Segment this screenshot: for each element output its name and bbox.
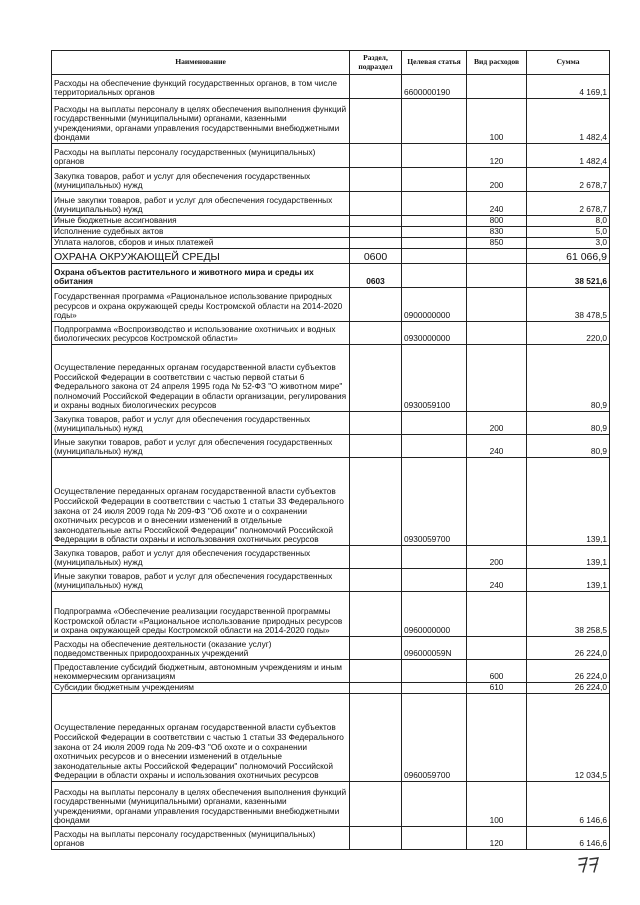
cell-section xyxy=(350,144,402,168)
cell-target xyxy=(402,435,467,458)
cell-kind: 200 xyxy=(467,412,527,435)
cell-kind: 240 xyxy=(467,569,527,592)
cell-sum: 12 034,5 xyxy=(527,694,610,782)
table-row xyxy=(52,683,610,694)
cell-section xyxy=(350,592,402,637)
cell-sum: 2 678,7 xyxy=(527,192,610,216)
header-name: Наименование xyxy=(52,51,350,75)
cell-name: Расходы на выплаты персоналу государственных (муниципальных) органов xyxy=(52,827,350,850)
cell-section xyxy=(350,288,402,322)
cell-name: Расходы на обеспечение деятельности (оказание услуг) подведомственных природоохранных учреждений xyxy=(52,637,350,660)
cell-sum: 26 224,0 xyxy=(527,683,610,694)
cell-name: Закупка товаров, работ и услуг для обеспечения государственных (муниципальных) нужд xyxy=(52,168,350,192)
cell-kind: 850 xyxy=(467,238,527,249)
cell-sum: 38 478,5 xyxy=(527,288,610,322)
cell-kind xyxy=(467,694,527,782)
cell-sum: 2 678,7 xyxy=(527,168,610,192)
cell-sum: 139,1 xyxy=(527,546,610,569)
cell-target xyxy=(402,99,467,144)
cell-target: 0930059700 xyxy=(402,458,467,546)
cell-sum: 38 521,6 xyxy=(527,264,610,288)
cell-target: 096000059N xyxy=(402,637,467,660)
cell-target xyxy=(402,227,467,238)
cell-name: Расходы на выплаты персоналу государственных (муниципальных) органов xyxy=(52,144,350,168)
header-sum: Сумма xyxy=(527,51,610,75)
cell-target: 0930000000 xyxy=(402,322,467,345)
cell-section xyxy=(350,227,402,238)
table-row xyxy=(52,168,610,192)
table-row xyxy=(52,238,610,249)
cell-sum: 139,1 xyxy=(527,569,610,592)
table-row xyxy=(52,345,610,412)
cell-kind xyxy=(467,288,527,322)
cell-target xyxy=(402,546,467,569)
cell-sum: 8,0 xyxy=(527,216,610,227)
cell-kind: 120 xyxy=(467,144,527,168)
cell-section xyxy=(350,458,402,546)
cell-section xyxy=(350,216,402,227)
table-row xyxy=(52,216,610,227)
cell-target xyxy=(402,144,467,168)
table-body xyxy=(52,75,610,850)
cell-name: Иные закупки товаров, работ и услуг для обеспечения государственных (муниципальных) нужд xyxy=(52,192,350,216)
cell-section xyxy=(350,546,402,569)
cell-sum: 6 146,6 xyxy=(527,782,610,827)
cell-name: Закупка товаров, работ и услуг для обеспечения государственных (муниципальных) нужд xyxy=(52,412,350,435)
table-row xyxy=(52,546,610,569)
cell-kind xyxy=(467,592,527,637)
cell-sum: 139,1 xyxy=(527,458,610,546)
cell-name: Исполнение судебных актов xyxy=(52,227,350,238)
table-row xyxy=(52,694,610,782)
cell-sum: 4 169,1 xyxy=(527,75,610,99)
cell-section xyxy=(350,694,402,782)
header-section: Раздел, подраздел xyxy=(350,51,402,75)
cell-section xyxy=(350,75,402,99)
cell-section xyxy=(350,782,402,827)
cell-section: 0600 xyxy=(350,249,402,264)
cell-sum: 6 146,6 xyxy=(527,827,610,850)
cell-section xyxy=(350,637,402,660)
table-row xyxy=(52,592,610,637)
cell-target: 6600000190 xyxy=(402,75,467,99)
cell-target xyxy=(402,249,467,264)
cell-target xyxy=(402,782,467,827)
cell-section xyxy=(350,435,402,458)
cell-name: Предоставление субсидий бюджетным, автономным учреждениям и иным некоммерческим организациям xyxy=(52,660,350,683)
table-row xyxy=(52,144,610,168)
table-row xyxy=(52,227,610,238)
table-row xyxy=(52,458,610,546)
cell-name: Осуществление переданных органам государственной власти субъектов Российской Федерации в соответствии с частью первой статьи 6 Федерального закона от 24 апреля 1995 года № 52-ФЗ "О животном мире" полномочий Российской Федерации в области организации, регулирования и охраны водных биологических ресурсов xyxy=(52,345,350,412)
cell-name: Иные закупки товаров, работ и услуг для обеспечения государственных (муниципальных) нужд xyxy=(52,569,350,592)
cell-section xyxy=(350,168,402,192)
cell-name: Осуществление переданных органам государственной власти субъектов Российской Федерации в соответствии с частью 1 статьи 33 Федерального закона от 24 июля 2009 года № 209-ФЗ "Об охоте и о сохранении охотничьих ресурсов и о внесении изменений в отдельные законодательные акты Российской Федерации" полномочий Российской Федерации в области охраны и использования охотничьих ресурсов xyxy=(52,694,350,782)
cell-kind xyxy=(467,637,527,660)
cell-name: Субсидии бюджетным учреждениям xyxy=(52,683,350,694)
cell-target xyxy=(402,683,467,694)
cell-section xyxy=(350,238,402,249)
cell-name: Подпрограмма «Обеспечение реализации государственной программы Костромской области «Рациональное использование природных ресурсов и охрана окружающей среды Костромской области на 2014-2020 годы» xyxy=(52,592,350,637)
cell-section xyxy=(350,99,402,144)
cell-kind xyxy=(467,458,527,546)
cell-section xyxy=(350,683,402,694)
cell-name: Осуществление переданных органам государственной власти субъектов Российской Федерации в соответствии с частью 1 статьи 33 Федерального закона от 24 июля 2009 года № 209-ФЗ "Об охоте и о сохранении охотничьих ресурсов и о внесении изменений в отдельные законодательные акты Российской Федерации" полномочий Российской Федерации в области охраны и использования охотничьих ресурсов xyxy=(52,458,350,546)
cell-target xyxy=(402,264,467,288)
cell-section: 0603 xyxy=(350,264,402,288)
cell-section xyxy=(350,345,402,412)
table-row xyxy=(52,569,610,592)
cell-sum: 80,9 xyxy=(527,345,610,412)
header-target: Целевая статья xyxy=(402,51,467,75)
handwritten-page-number xyxy=(575,853,605,875)
cell-sum: 61 066,9 xyxy=(527,249,610,264)
cell-target xyxy=(402,216,467,227)
cell-target: 0960059700 xyxy=(402,694,467,782)
table-row xyxy=(52,288,610,322)
cell-section xyxy=(350,569,402,592)
cell-kind: 240 xyxy=(467,192,527,216)
cell-sum: 38 258,5 xyxy=(527,592,610,637)
cell-kind: 200 xyxy=(467,546,527,569)
cell-kind: 100 xyxy=(467,99,527,144)
cell-section xyxy=(350,412,402,435)
cell-sum: 1 482,4 xyxy=(527,144,610,168)
cell-kind: 610 xyxy=(467,683,527,694)
cell-target xyxy=(402,827,467,850)
cell-sum: 26 224,0 xyxy=(527,637,610,660)
cell-name: ОХРАНА ОКРУЖАЮЩЕЙ СРЕДЫ xyxy=(52,249,350,264)
cell-kind xyxy=(467,345,527,412)
cell-name: Государственная программа «Рациональное использование природных ресурсов и охрана окружающей среды Костромской области на 2014-2020 годы» xyxy=(52,288,350,322)
cell-kind: 800 xyxy=(467,216,527,227)
cell-target xyxy=(402,192,467,216)
cell-name: Уплата налогов, сборов и иных платежей xyxy=(52,238,350,249)
cell-name: Подпрограмма «Воспроизводство и использование охотничьих и водных биологических ресурсов Костромской области» xyxy=(52,322,350,345)
cell-section xyxy=(350,322,402,345)
cell-target xyxy=(402,412,467,435)
table-row xyxy=(52,435,610,458)
cell-kind: 600 xyxy=(467,660,527,683)
table-row xyxy=(52,827,610,850)
cell-section xyxy=(350,192,402,216)
cell-kind: 120 xyxy=(467,827,527,850)
cell-name: Охрана объектов растительного и животного мира и среды их обитания xyxy=(52,264,350,288)
table-header-row xyxy=(52,51,610,75)
cell-kind: 200 xyxy=(467,168,527,192)
cell-target xyxy=(402,168,467,192)
table-row xyxy=(52,782,610,827)
cell-target: 0960000000 xyxy=(402,592,467,637)
cell-sum: 26 224,0 xyxy=(527,660,610,683)
table-row xyxy=(52,322,610,345)
table-row xyxy=(52,75,610,99)
cell-target xyxy=(402,569,467,592)
cell-name: Иные закупки товаров, работ и услуг для обеспечения государственных (муниципальных) нужд xyxy=(52,435,350,458)
cell-kind: 100 xyxy=(467,782,527,827)
table-row xyxy=(52,660,610,683)
cell-sum: 3,0 xyxy=(527,238,610,249)
cell-target: 0900000000 xyxy=(402,288,467,322)
budget-table xyxy=(51,50,610,850)
cell-name: Закупка товаров, работ и услуг для обеспечения государственных (муниципальных) нужд xyxy=(52,546,350,569)
cell-target xyxy=(402,238,467,249)
cell-name: Расходы на выплаты персоналу в целях обеспечения выполнения функций государственными (муниципальными) органами, казенными учреждениями, органами управления государственными внебюджетными фондами xyxy=(52,99,350,144)
cell-section xyxy=(350,827,402,850)
cell-kind xyxy=(467,264,527,288)
cell-sum: 80,9 xyxy=(527,435,610,458)
cell-kind xyxy=(467,249,527,264)
cell-kind: 240 xyxy=(467,435,527,458)
cell-name: Иные бюджетные ассигнования xyxy=(52,216,350,227)
cell-kind: 830 xyxy=(467,227,527,238)
table-row xyxy=(52,412,610,435)
table-row xyxy=(52,264,610,288)
cell-kind xyxy=(467,322,527,345)
cell-name: Расходы на обеспечение функций государственных органов, в том числе территориальных органов xyxy=(52,75,350,99)
cell-section xyxy=(350,660,402,683)
cell-sum: 5,0 xyxy=(527,227,610,238)
cell-sum: 220,0 xyxy=(527,322,610,345)
table-row xyxy=(52,637,610,660)
cell-sum: 1 482,4 xyxy=(527,99,610,144)
cell-target xyxy=(402,660,467,683)
table-row xyxy=(52,249,610,264)
cell-target: 0930059100 xyxy=(402,345,467,412)
table-row xyxy=(52,192,610,216)
cell-sum: 80,9 xyxy=(527,412,610,435)
header-kind: Вид расходов xyxy=(467,51,527,75)
cell-kind xyxy=(467,75,527,99)
cell-name: Расходы на выплаты персоналу в целях обеспечения выполнения функций государственными (муниципальными) органами, казенными учреждениями, органами управления государственными внебюджетными фондами xyxy=(52,782,350,827)
table-row xyxy=(52,99,610,144)
